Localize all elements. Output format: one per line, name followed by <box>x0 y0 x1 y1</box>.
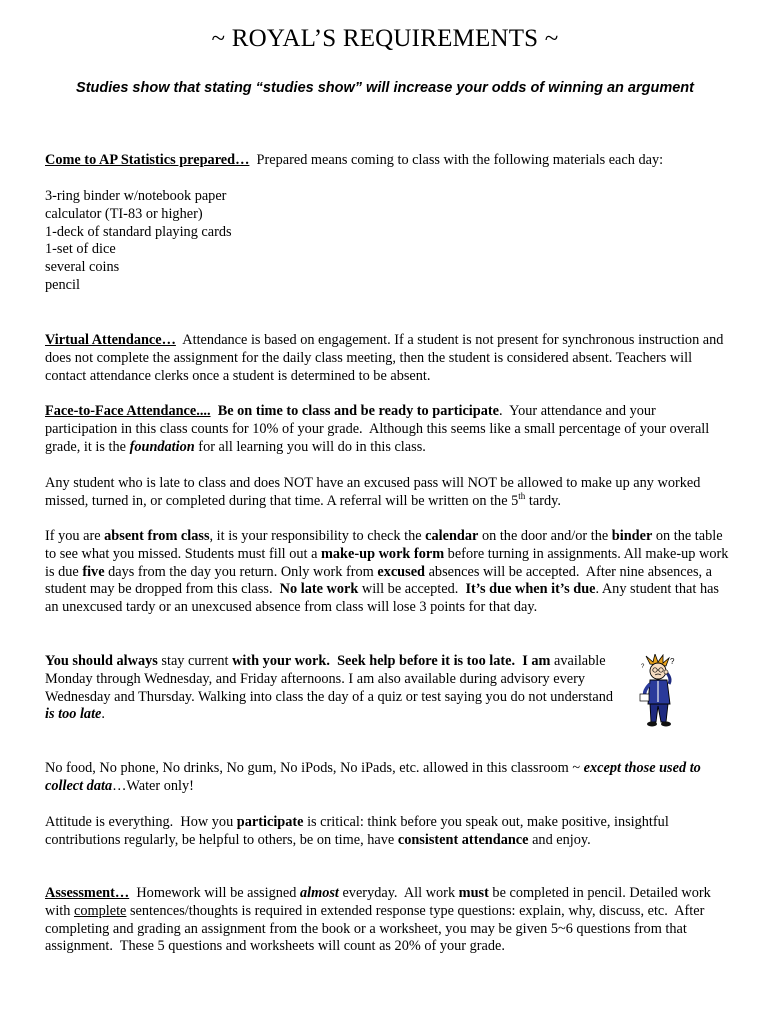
foundation-emphasis: foundation <box>129 438 195 455</box>
late-superscript: th <box>518 491 526 502</box>
face-to-face-paragraph <box>45 403 730 456</box>
list-item: several coins <box>45 259 120 276</box>
face-to-face-bold: Be on time to class and be ready to participate <box>210 403 499 419</box>
absent-text: absences will be accepted. After nine absences, a student may be dropped from this class. <box>45 563 716 598</box>
stay-current-bold: with your work. Seek help before it is too late. I am <box>232 653 551 669</box>
absent-bold: make-up work form <box>321 545 445 562</box>
absent-bold: five <box>82 563 105 580</box>
svg-text:?: ? <box>670 657 675 666</box>
stay-current-text: . <box>101 706 105 723</box>
page-title: ~ ROYAL’S REQUIREMENTS ~ <box>211 25 559 52</box>
absent-bold: excused <box>377 563 425 580</box>
absent-bold: calendar <box>425 528 479 544</box>
no-food-text: No food, No phone, No drinks, No gum, No iPods, No iPads, etc. allowed in this classroom ~ <box>45 760 584 776</box>
absent-bold: binder <box>611 528 653 544</box>
complete-underline: complete <box>74 902 127 919</box>
absent-text: days from the day you return. Only work from <box>104 563 378 580</box>
stay-current-text: stay current <box>157 653 233 669</box>
absent-bold: No late work <box>279 581 359 598</box>
attitude-text: is critical: think before you speak out, make positive, insightful contributions regularly, be helpful to others, be on time, have <box>45 814 669 848</box>
assessment-text: sentences/thoughts is required in extended response type questions: explain, why, discuss, etc. After completing and grading an assignment from the book or a worksheet, you may be given 5~6 questions from that assignment. These 5 questions and worksheets will count as 20% of your grade. <box>45 902 708 955</box>
stay-current-text: available Monday through Wednesday, and Friday afternoons. I am also available during advisory every Wednesday and Thursday. Walking into class the day of a quiz or test saying you do not understand <box>45 653 614 705</box>
absent-text: on the door and/or the <box>478 528 612 544</box>
absent-text: , it is your responsibility to check the <box>209 528 426 544</box>
list-item: 3-ring binder w/notebook paper <box>45 188 227 204</box>
virtual-attendance-paragraph <box>45 332 730 385</box>
attitude-text: and enjoy. <box>528 831 591 848</box>
assessment-text: everyday. All work <box>338 885 459 901</box>
absent-text: on the table to see what you missed. Students must fill out a <box>45 528 723 562</box>
list-item: 1-deck of standard playing cards <box>45 223 232 240</box>
absent-text: will be accepted. <box>358 581 466 598</box>
absent-text: before turning in assignments. All make-up work is due <box>45 545 729 580</box>
virtual-attendance-heading: Virtual Attendance… <box>45 332 176 348</box>
late-text: Any student who is late to class and does NOT have an excused pass will NOT be allowed to make up any worked missed, turned in, or completed during that time. A referral will be written on the 5 <box>45 475 701 509</box>
prepared-heading: Come to AP Statistics prepared… <box>45 152 250 168</box>
attitude-paragraph <box>45 814 730 850</box>
svg-text:?: ? <box>641 664 645 670</box>
virtual-attendance-text: Attendance is based on engagement. If a student is not present for synchronous instruction and does not complete the assignment for the daily class meeting, then the student is considered absent. Teachers will contact attendance clerks once a student is determined to be absent. <box>45 332 728 384</box>
assessment-text: Homework will be assigned <box>129 885 300 901</box>
stay-current-paragraph <box>45 653 613 724</box>
attitude-bold: consistent attendance <box>397 831 529 848</box>
list-item: calculator (TI-83 or higher) <box>45 205 203 222</box>
absent-text: If you are <box>45 528 105 544</box>
assessment-paragraph <box>45 885 730 956</box>
attitude-text: Attitude is everything. How you <box>45 814 237 830</box>
absent-paragraph <box>45 528 730 617</box>
page-subtitle: Studies show that stating “studies show” will increase your odds of winning an argument <box>76 80 694 96</box>
too-late-emphasis: is too late <box>45 706 102 723</box>
absent-text: . Any student that has an unexcused tardy or an unexcused absence from class will lose 3 points for that day. <box>45 581 719 616</box>
no-food-text-end: …Water only! <box>112 777 194 794</box>
attitude-bold: participate <box>236 814 304 830</box>
confused-student-clipart-icon <box>636 654 686 730</box>
list-item: pencil <box>45 276 80 293</box>
almost-emphasis: almost <box>299 885 339 901</box>
absent-bold: absent from class <box>104 528 210 544</box>
assessment-text: be completed in pencil. Detailed work with <box>45 885 711 919</box>
no-food-paragraph <box>45 760 730 796</box>
prepared-text: Prepared means coming to class with the following materials each day: <box>249 152 664 168</box>
late-paragraph <box>45 475 730 511</box>
late-text-end: tardy. <box>525 492 561 509</box>
face-to-face-text-end: for all learning you will do in this class. <box>194 438 426 455</box>
face-to-face-heading: Face-to-Face Attendance.... <box>45 403 211 419</box>
absent-bold: It’s due when it’s due <box>465 581 596 598</box>
assessment-heading: Assessment… <box>45 885 130 901</box>
face-to-face-text: . Your attendance and your participation in this class counts for 10% of your grade. Although this seems like a small percentage of your overall grade, it is the <box>45 403 713 455</box>
list-item: 1-set of dice <box>45 241 116 258</box>
no-food-emphasis: except those used to collect data <box>45 760 701 794</box>
stay-current-bold: You should always <box>45 653 158 669</box>
must-bold: must <box>458 885 489 901</box>
prepared-paragraph <box>45 152 730 170</box>
materials-list <box>45 188 445 295</box>
